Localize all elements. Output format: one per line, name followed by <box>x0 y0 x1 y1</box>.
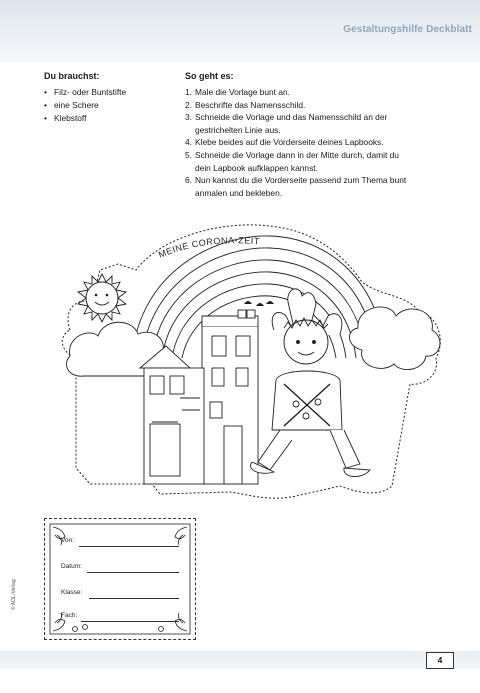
sun-icon <box>78 274 126 322</box>
step-text: Schneide die Vorlage dann in der Mitte durch, damit du <box>195 149 399 160</box>
step-item <box>185 149 460 174</box>
nameplate-label: Von: <box>61 537 75 544</box>
step-item <box>185 136 460 149</box>
child-figure <box>251 289 370 477</box>
materials-list <box>44 86 174 125</box>
instructions-section <box>185 71 460 199</box>
step-item <box>185 174 460 199</box>
step-text: Male die Vorlage bunt an. <box>195 87 290 97</box>
nameplate-row-date <box>45 563 195 575</box>
class-field[interactable] <box>89 598 179 599</box>
nameplate-row-class <box>45 589 195 601</box>
step-number: 1. <box>185 87 192 97</box>
materials-heading: Du brauchst: <box>44 71 100 81</box>
step-item <box>185 86 460 99</box>
cloud-right <box>349 307 440 370</box>
materials-item: • Filz- oder Buntstifte <box>44 86 174 99</box>
nameplate-label: Klasse: <box>61 589 83 596</box>
step-number: 6. <box>185 175 192 186</box>
nameplate-label: Datum: <box>61 563 82 570</box>
step-text: dein Lapbook aufklappen kannst. <box>195 162 318 173</box>
page-header <box>0 0 480 62</box>
page-number: 4 <box>426 652 454 669</box>
step-item <box>185 111 460 136</box>
nameplate <box>44 518 196 640</box>
materials-section <box>44 71 174 125</box>
nameplate-label: Fach: <box>61 612 78 619</box>
header-title: Gestaltungshilfe Deckblatt <box>343 24 472 35</box>
illustration-banner: MEINE CORONA-ZEIT <box>156 235 261 260</box>
birds <box>244 301 274 306</box>
step-number: 3. <box>185 112 192 123</box>
materials-item: • eine Schere <box>44 99 174 112</box>
step-number: 5. <box>185 149 192 160</box>
copyright-note: © AOL-Verlag <box>11 579 17 610</box>
step-text: anmalen und bekleben. <box>195 187 283 198</box>
instructions-heading: So geht es: <box>185 71 234 81</box>
materials-item: • Klebstoff <box>44 112 174 125</box>
nameplate-row-subject <box>45 612 195 624</box>
step-number: 4. <box>185 137 192 148</box>
from-field[interactable] <box>79 546 179 547</box>
step-item <box>185 99 460 112</box>
step-text: Beschrifte das Namensschild. <box>195 99 306 110</box>
step-text: Klebe beides auf die Vorderseite deines Lapbooks. <box>195 137 384 148</box>
step-number: 2. <box>185 99 192 110</box>
date-field[interactable] <box>87 572 179 573</box>
step-text: gestrichelten Linie aus. <box>195 124 281 135</box>
footer-band <box>0 651 480 669</box>
step-text: Nun kannst du die Vorderseite passend zum Thema bunt <box>195 175 407 186</box>
nameplate-row-from <box>45 537 195 549</box>
subject-field[interactable] <box>81 621 179 622</box>
coloring-illustration <box>40 218 450 508</box>
instructions-list <box>185 86 460 199</box>
step-text: Schneide die Vorlage und das Namensschild an der <box>195 112 388 123</box>
